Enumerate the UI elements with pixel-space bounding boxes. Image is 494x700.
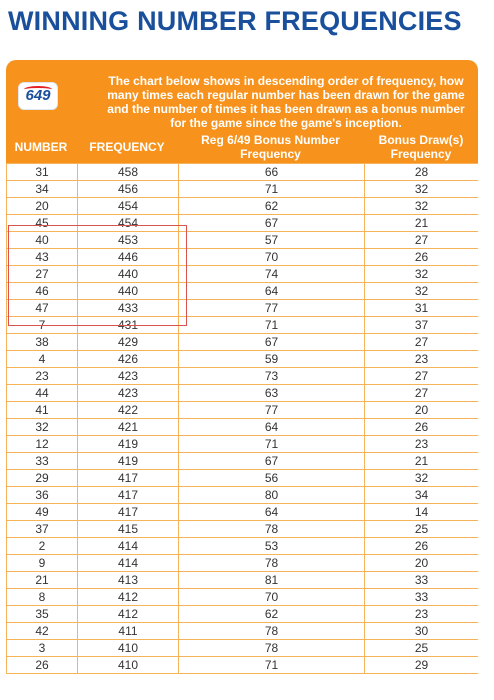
cell-number: 43 — [7, 249, 78, 266]
cell-frequency: 417 — [78, 487, 179, 504]
page-title: WINNING NUMBER FREQUENCIES — [8, 6, 462, 36]
cell-frequency: 423 — [78, 368, 179, 385]
cell-bonus-draws: 27 — [365, 232, 479, 249]
table-row — [7, 385, 479, 402]
cell-number: 44 — [7, 385, 78, 402]
cell-bonus-draws: 25 — [365, 521, 479, 538]
table-row — [7, 555, 479, 572]
cell-frequency: 422 — [78, 402, 179, 419]
table-row — [7, 283, 479, 300]
table-row — [7, 266, 479, 283]
cell-bonus-draws: 28 — [365, 164, 479, 181]
cell-number: 40 — [7, 232, 78, 249]
table-row — [7, 300, 479, 317]
cell-frequency: 454 — [78, 215, 179, 232]
cell-number: 37 — [7, 521, 78, 538]
cell-frequency: 414 — [78, 555, 179, 572]
table-row — [7, 521, 479, 538]
lotto-649-logo — [18, 82, 58, 110]
cell-bonus-frequency: 59 — [179, 351, 365, 368]
cell-bonus-draws: 23 — [365, 351, 479, 368]
table-row — [7, 640, 479, 657]
cell-bonus-draws: 32 — [365, 266, 479, 283]
cell-bonus-draws: 32 — [365, 181, 479, 198]
cell-bonus-frequency: 71 — [179, 317, 365, 334]
table-row — [7, 164, 479, 181]
cell-bonus-draws: 34 — [365, 487, 479, 504]
column-header-bonus-frequency: Reg 6/49 Bonus Number Frequency — [201, 133, 340, 161]
cell-bonus-draws: 27 — [365, 385, 479, 402]
cell-bonus-draws: 32 — [365, 470, 479, 487]
cell-frequency: 417 — [78, 504, 179, 521]
cell-bonus-frequency: 67 — [179, 334, 365, 351]
table-row — [7, 606, 479, 623]
table-row — [7, 504, 479, 521]
cell-bonus-draws: 31 — [365, 300, 479, 317]
cell-number: 47 — [7, 300, 78, 317]
cell-frequency: 410 — [78, 657, 179, 674]
cell-frequency: 417 — [78, 470, 179, 487]
cell-bonus-frequency: 78 — [179, 555, 365, 572]
cell-bonus-draws: 26 — [365, 419, 479, 436]
cell-number: 31 — [7, 164, 78, 181]
cell-bonus-draws: 25 — [365, 640, 479, 657]
column-header-bonus-draws: Bonus Draw(s) Frequency — [378, 133, 464, 161]
cell-number: 7 — [7, 317, 78, 334]
cell-bonus-frequency: 71 — [179, 436, 365, 453]
cell-bonus-frequency: 64 — [179, 419, 365, 436]
cell-bonus-draws: 23 — [365, 606, 479, 623]
cell-bonus-draws: 26 — [365, 538, 479, 555]
frequency-table-body — [7, 164, 479, 674]
cell-bonus-draws: 27 — [365, 334, 479, 351]
cell-bonus-frequency: 78 — [179, 640, 365, 657]
cell-number: 29 — [7, 470, 78, 487]
cell-bonus-frequency: 78 — [179, 521, 365, 538]
cell-number: 33 — [7, 453, 78, 470]
cell-bonus-frequency: 63 — [179, 385, 365, 402]
table-header — [6, 60, 478, 163]
table-row — [7, 317, 479, 334]
cell-bonus-frequency: 64 — [179, 504, 365, 521]
cell-frequency: 456 — [78, 181, 179, 198]
cell-bonus-draws: 20 — [365, 555, 479, 572]
table-row — [7, 589, 479, 606]
frequency-card — [6, 60, 478, 700]
cell-bonus-frequency: 80 — [179, 487, 365, 504]
table-row — [7, 623, 479, 640]
cell-bonus-draws: 32 — [365, 283, 479, 300]
cell-bonus-draws: 23 — [365, 436, 479, 453]
cell-frequency: 454 — [78, 198, 179, 215]
chart-description: The chart below shows in descending order of frequency, how many times each regular number has been drawn for the game and the number of times it has been drawn as a bonus number for the game since the game's inception. — [107, 74, 465, 130]
table-row — [7, 368, 479, 385]
cell-number: 36 — [7, 487, 78, 504]
cell-frequency: 440 — [78, 283, 179, 300]
cell-bonus-frequency: 73 — [179, 368, 365, 385]
cell-frequency: 421 — [78, 419, 179, 436]
cell-bonus-frequency: 64 — [179, 283, 365, 300]
table-row — [7, 181, 479, 198]
cell-bonus-draws: 30 — [365, 623, 479, 640]
cell-bonus-frequency: 67 — [179, 453, 365, 470]
cell-frequency: 414 — [78, 538, 179, 555]
table-row — [7, 572, 479, 589]
cell-number: 3 — [7, 640, 78, 657]
cell-bonus-draws: 20 — [365, 402, 479, 419]
cell-bonus-draws: 21 — [365, 215, 479, 232]
table-row — [7, 538, 479, 555]
cell-frequency: 433 — [78, 300, 179, 317]
cell-number: 35 — [7, 606, 78, 623]
cell-bonus-frequency: 71 — [179, 657, 365, 674]
logo-text: 649 — [25, 87, 51, 104]
cell-bonus-frequency: 67 — [179, 215, 365, 232]
cell-number: 23 — [7, 368, 78, 385]
table-row — [7, 351, 479, 368]
cell-number: 12 — [7, 436, 78, 453]
table-row — [7, 419, 479, 436]
cell-bonus-frequency: 70 — [179, 589, 365, 606]
cell-frequency: 411 — [78, 623, 179, 640]
column-header-number: NUMBER — [14, 140, 68, 154]
cell-bonus-frequency: 71 — [179, 181, 365, 198]
cell-bonus-draws: 21 — [365, 453, 479, 470]
frequency-table — [6, 163, 478, 674]
cell-frequency: 453 — [78, 232, 179, 249]
cell-number: 46 — [7, 283, 78, 300]
cell-bonus-draws: 14 — [365, 504, 479, 521]
cell-frequency: 412 — [78, 606, 179, 623]
cell-number: 27 — [7, 266, 78, 283]
cell-number: 2 — [7, 538, 78, 555]
cell-frequency: 419 — [78, 453, 179, 470]
table-row — [7, 198, 479, 215]
cell-number: 38 — [7, 334, 78, 351]
cell-frequency: 431 — [78, 317, 179, 334]
table-row — [7, 402, 479, 419]
cell-frequency: 419 — [78, 436, 179, 453]
cell-frequency: 426 — [78, 351, 179, 368]
cell-bonus-frequency: 77 — [179, 300, 365, 317]
cell-bonus-frequency: 77 — [179, 402, 365, 419]
table-row — [7, 215, 479, 232]
cell-number: 49 — [7, 504, 78, 521]
cell-bonus-frequency: 81 — [179, 572, 365, 589]
cell-frequency: 410 — [78, 640, 179, 657]
cell-number: 4 — [7, 351, 78, 368]
cell-number: 32 — [7, 419, 78, 436]
cell-frequency: 415 — [78, 521, 179, 538]
cell-bonus-draws: 33 — [365, 589, 479, 606]
table-row — [7, 487, 479, 504]
cell-frequency: 458 — [78, 164, 179, 181]
cell-bonus-draws: 37 — [365, 317, 479, 334]
cell-number: 41 — [7, 402, 78, 419]
cell-frequency: 446 — [78, 249, 179, 266]
cell-bonus-draws: 26 — [365, 249, 479, 266]
cell-frequency: 412 — [78, 589, 179, 606]
table-row — [7, 436, 479, 453]
cell-bonus-draws: 27 — [365, 368, 479, 385]
table-row — [7, 334, 479, 351]
column-header-frequency: FREQUENCY — [89, 140, 165, 154]
cell-frequency: 429 — [78, 334, 179, 351]
cell-bonus-draws: 32 — [365, 198, 479, 215]
cell-number: 45 — [7, 215, 78, 232]
cell-number: 20 — [7, 198, 78, 215]
cell-bonus-frequency: 70 — [179, 249, 365, 266]
cell-frequency: 413 — [78, 572, 179, 589]
cell-number: 42 — [7, 623, 78, 640]
cell-bonus-frequency: 74 — [179, 266, 365, 283]
cell-bonus-draws: 33 — [365, 572, 479, 589]
cell-number: 34 — [7, 181, 78, 198]
table-row — [7, 453, 479, 470]
cell-bonus-frequency: 62 — [179, 198, 365, 215]
table-row — [7, 470, 479, 487]
cell-bonus-frequency: 53 — [179, 538, 365, 555]
cell-bonus-frequency: 62 — [179, 606, 365, 623]
cell-bonus-draws: 29 — [365, 657, 479, 674]
cell-number: 26 — [7, 657, 78, 674]
cell-number: 8 — [7, 589, 78, 606]
table-row — [7, 249, 479, 266]
cell-bonus-frequency: 78 — [179, 623, 365, 640]
cell-bonus-frequency: 57 — [179, 232, 365, 249]
cell-frequency: 423 — [78, 385, 179, 402]
table-row — [7, 657, 479, 674]
cell-number: 21 — [7, 572, 78, 589]
cell-bonus-frequency: 56 — [179, 470, 365, 487]
cell-bonus-frequency: 66 — [179, 164, 365, 181]
table-row — [7, 232, 479, 249]
cell-frequency: 440 — [78, 266, 179, 283]
cell-number: 9 — [7, 555, 78, 572]
